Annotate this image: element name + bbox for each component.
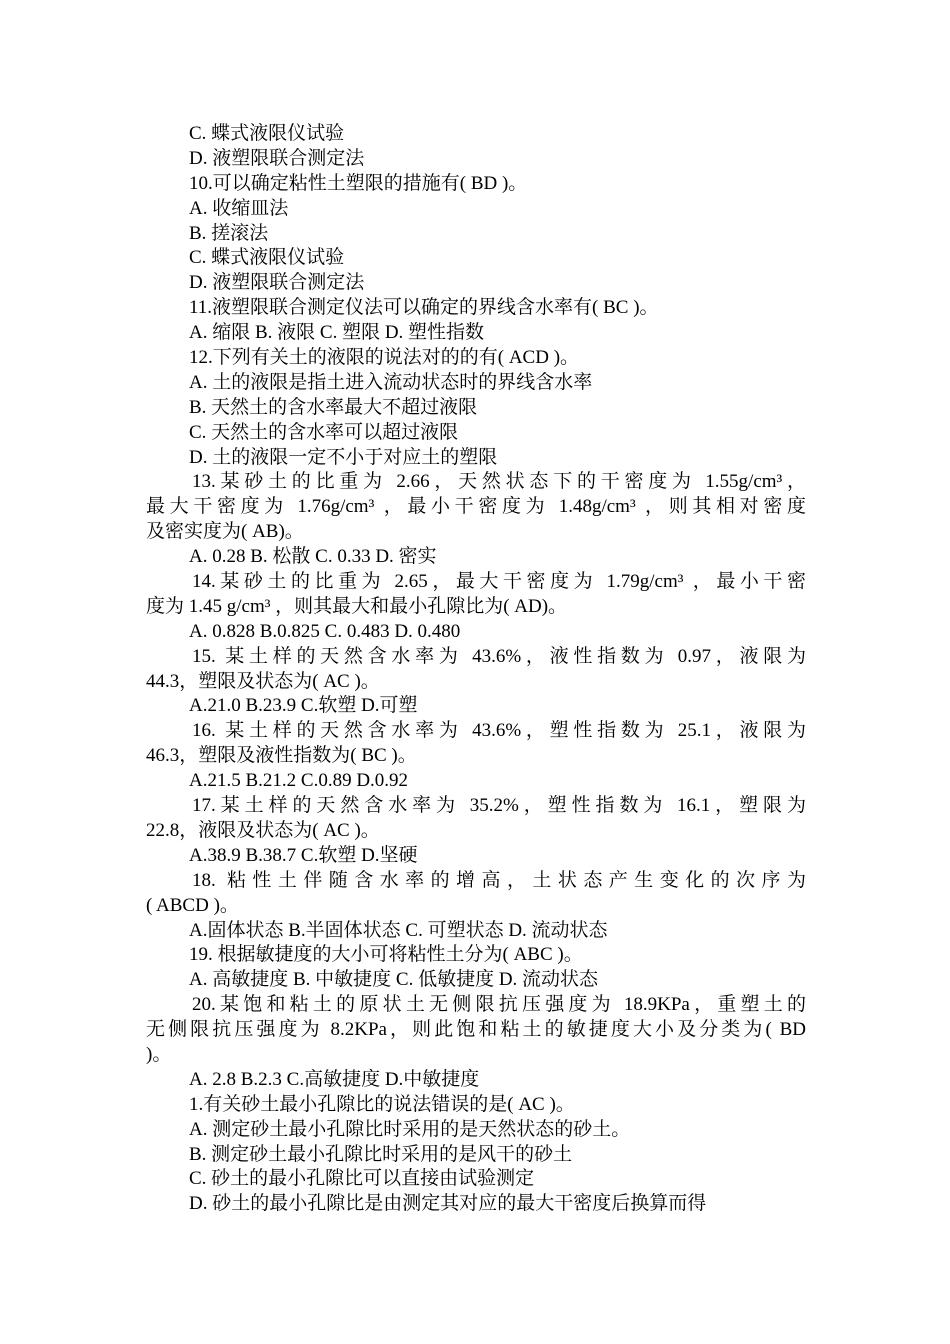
question-19: 19. 根据敏捷度的大小可将粘性土分为( ABC )。 [189,944,583,966]
text-line: 最大干密度为 1.76g/cm³ ，最小干密度为 1.48g/cm³ ，则其相对密度 [146,496,806,518]
text-line: A. 高敏捷度 B. 中敏捷度 C. 低敏捷度 D. 流动状态 [189,969,599,991]
text-line: A.21.0 B.23.9 C.软塑 D.可塑 [189,695,418,717]
question-20: 20.某饱和粘土的原状土无侧限抗压强度为 18.9KPa，重塑土的 [192,994,806,1016]
text-line: D. 砂土的最小孔隙比是由测定其对应的最大干密度后换算而得 [189,1193,707,1215]
text-line: A.38.9 B.38.7 C.软塑 D.坚硬 [189,844,418,866]
text-line: A. 2.8 B.2.3 C.高敏捷度 D.中敏捷度 [189,1068,480,1090]
question-15: 15. 某土样的天然含水率为 43.6%，液性指数为 0.97，液限为 [192,645,806,667]
text-line: )。 [146,1043,172,1065]
text-line: A. 土的液限是指土进入流动状态时的界线含水率 [189,371,593,393]
text-line: B. 搓滚法 [189,222,269,244]
text-line: 46.3，塑限及液性指数为( BC )。 [146,745,417,767]
text-line: 度为 1.45 g/cm³ ，则其最大和最小孔隙比为( AD)。 [146,595,568,617]
text-line: C. 砂土的最小孔隙比可以直接由试验测定 [189,1168,535,1190]
text-line: 无侧限抗压强度为 8.2KPa，则此饱和粘土的敏捷度大小及分类为( BD [146,1019,806,1041]
question-10: 10.可以确定粘性土塑限的措施有( BD )。 [189,172,528,194]
text-line: 及密实度为( AB)。 [146,521,304,543]
question-17: 17.某土样的天然含水率为 35.2%，塑性指数为 16.1，塑限为 [192,795,806,817]
text-line: C. 蝶式液限仪试验 [189,123,345,144]
text-line: A. 测定砂土最小孔隙比时采用的是天然状态的砂土。 [189,1118,631,1140]
question-1: 1.有关砂土最小孔隙比的说法错误的是( AC )。 [189,1093,575,1115]
text-line: A.固体状态 B.半固体状态 C. 可塑状态 D. 流动状态 [189,919,608,941]
text-line: ( ABCD )。 [146,894,239,916]
text-line: D. 液塑限联合测定法 [189,147,365,169]
text-line: D. 液塑限联合测定法 [189,272,365,294]
text-line: A. 0.28 B. 松散 C. 0.33 D. 密实 [189,546,437,568]
question-16: 16. 某土样的天然含水率为 43.6%，塑性指数为 25.1，液限为 [192,720,806,742]
text-line: C. 蝶式液限仪试验 [189,247,345,269]
text-line: B. 天然土的含水率最大不超过液限 [189,396,478,418]
text-line: A. 0.828 B.0.825 C. 0.483 D. 0.480 [189,620,461,642]
question-14: 14.某砂土的比重为 2.65，最大干密度为 1.79g/cm³ ，最小干密 [192,571,806,593]
question-13: 13.某砂土的比重为 2.66，天然状态下的干密度为 1.55g/cm³， [192,471,806,493]
text-line: C. 天然土的含水率可以超过液限 [189,421,459,443]
text-line: B. 测定砂土最小孔隙比时采用的是风干的砂土 [189,1143,573,1165]
document-body [146,122,806,1217]
question-12: 12.下列有关土的液限的说法对的的有( ACD )。 [189,347,580,369]
text-line: A. 缩限 B. 液限 C. 塑限 D. 塑性指数 [189,322,485,344]
question-11: 11.液塑限联合测定仪法可以确定的界线含水率有( BC )。 [189,297,659,319]
text-line: 44.3，塑限及状态为( AC )。 [146,670,380,692]
text-line: A. 收缩皿法 [189,197,289,219]
text-line: A.21.5 B.21.2 C.0.89 D.0.92 [189,770,409,792]
question-18: 18. 粘性土伴随含水率的增高，土状态产生变化的次序为 [192,869,806,891]
text-line: 22.8，液限及状态为( AC )。 [146,819,380,841]
text-line: D. 土的液限一定不小于对应土的塑限 [189,446,498,468]
